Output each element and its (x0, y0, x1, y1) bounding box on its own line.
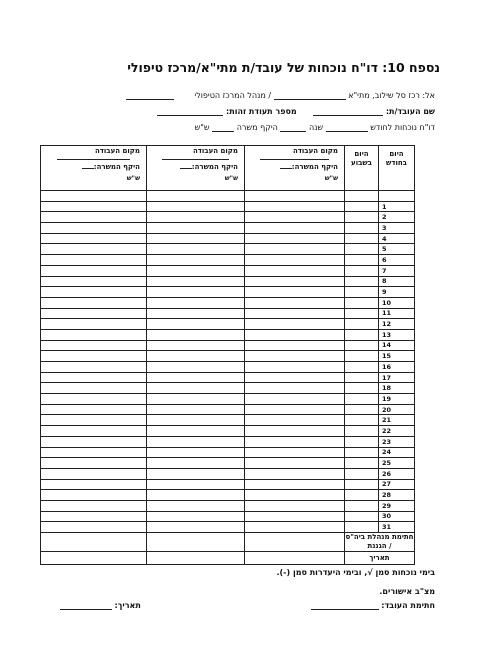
table-row (41, 415, 415, 426)
table-row (41, 223, 415, 234)
workplace-2-cell[interactable] (147, 287, 245, 298)
address-line (126, 90, 435, 100)
workplace-3-cell[interactable] (41, 244, 147, 255)
workplace-2-header (147, 146, 245, 191)
table-row (41, 372, 415, 383)
attendance-note: בימי נוכחות סמן √, ובימי היעדרות סמן (-). (276, 568, 435, 577)
scope-3-label: היקף המשרה: (93, 163, 140, 171)
table-row (41, 522, 415, 533)
workplace-2-cell[interactable] (147, 415, 245, 426)
day-of-week-cell[interactable] (345, 383, 379, 394)
to-label: אל: רכז סל שילוב, מתי"א (348, 91, 435, 100)
workplace-3-cell[interactable] (41, 201, 147, 212)
day-number: 12 (379, 319, 415, 330)
spacer-cell (245, 191, 345, 202)
day-number: 23 (379, 436, 415, 447)
table-row (41, 490, 415, 501)
workplace-3-cell[interactable] (41, 436, 147, 447)
day-rows (41, 201, 415, 532)
day-number: 21 (379, 415, 415, 426)
scope-2-unit: ש"ש (224, 174, 238, 182)
workplace-2-cell[interactable] (147, 319, 245, 330)
workplace-2-cell[interactable] (147, 340, 245, 351)
table-row (41, 511, 415, 522)
day-of-week-cell[interactable] (345, 522, 379, 533)
workplace-1-cell[interactable] (245, 415, 345, 426)
day-number: 30 (379, 511, 415, 522)
workplace-3-cell[interactable] (41, 522, 147, 533)
day-of-week-cell[interactable] (345, 319, 379, 330)
day-number: 18 (379, 383, 415, 394)
day-of-week-cell[interactable] (345, 223, 379, 234)
day-of-week-cell[interactable] (345, 479, 379, 490)
workplace-1-cell[interactable] (245, 468, 345, 479)
workplace-2-cell[interactable] (147, 244, 245, 255)
workplace-3-cell[interactable] (41, 233, 147, 244)
table-row (41, 479, 415, 490)
workplace-3-cell[interactable] (41, 426, 147, 437)
signature-cell-2[interactable] (147, 533, 245, 552)
day-number: 5 (379, 244, 415, 255)
workplace-2-cell[interactable] (147, 255, 245, 266)
day-number: 28 (379, 490, 415, 501)
scope-1-unit: ש"ש (324, 174, 338, 182)
day-of-week-cell[interactable] (345, 329, 379, 340)
table-row (41, 426, 415, 437)
workplace-1-cell[interactable] (245, 351, 345, 362)
attendance-table (40, 145, 415, 565)
day-of-week-cell[interactable] (345, 415, 379, 426)
workplace-2-cell[interactable] (147, 458, 245, 469)
workplace-3-cell[interactable] (41, 329, 147, 340)
date-cell-1[interactable] (245, 552, 345, 565)
workplace-1-cell[interactable] (245, 500, 345, 511)
day-number: 15 (379, 351, 415, 362)
day-of-week-cell[interactable] (345, 276, 379, 287)
worker-signature-label: חתימת העובד: (381, 601, 435, 610)
scope-2-label: היקף המשרה: (191, 163, 238, 171)
workplace-3-cell[interactable] (41, 404, 147, 415)
workplace-1-cell[interactable] (245, 372, 345, 383)
day-of-week-cell[interactable] (345, 511, 379, 522)
workplace-2-cell[interactable] (147, 297, 245, 308)
day-number: 27 (379, 479, 415, 490)
scope-label: היקף משרה (236, 123, 278, 132)
col-day-of-month-header: היום בחודש (379, 146, 415, 191)
workplace-3-cell[interactable] (41, 447, 147, 458)
worker-signature-blank[interactable] (311, 600, 379, 610)
workplace-1-cell[interactable] (245, 265, 345, 276)
day-number: 16 (379, 362, 415, 373)
workplace-2-cell[interactable] (147, 212, 245, 223)
day-of-week-cell[interactable] (345, 490, 379, 501)
footer-date-blank[interactable] (60, 600, 112, 610)
day-of-week-cell[interactable] (345, 287, 379, 298)
workplace-3-cell[interactable] (41, 340, 147, 351)
day-number: 7 (379, 265, 415, 276)
day-number: 31 (379, 522, 415, 533)
scope-3-unit: ש"ש (126, 174, 140, 182)
workplace-3-label: מקום העבודה (94, 147, 140, 155)
workplace-3-cell[interactable] (41, 265, 147, 276)
workplace-2-cell[interactable] (147, 426, 245, 437)
workplace-2-cell[interactable] (147, 329, 245, 340)
workplace-1-label: מקום העבודה (292, 147, 338, 155)
workplace-1-cell[interactable] (245, 201, 345, 212)
scope-2-blank[interactable] (180, 168, 192, 169)
table-row (41, 329, 415, 340)
table-row (41, 383, 415, 394)
table-row (41, 500, 415, 511)
workplace-3-header (41, 146, 147, 191)
workplace-1-cell[interactable] (245, 436, 345, 447)
day-number: 9 (379, 287, 415, 298)
worker-line (157, 106, 435, 116)
workplace-2-cell[interactable] (147, 383, 245, 394)
day-number: 13 (379, 329, 415, 340)
manager-blank[interactable] (126, 90, 174, 100)
workplace-3-cell[interactable] (41, 362, 147, 373)
workplace-1-cell[interactable] (245, 383, 345, 394)
year-label: שנה (308, 123, 324, 132)
day-number: 8 (379, 276, 415, 287)
date-cell-3[interactable] (41, 552, 147, 565)
table-date-label: תאריך (345, 552, 415, 565)
workplace-1-cell[interactable] (245, 308, 345, 319)
workplace-3-cell[interactable] (41, 287, 147, 298)
day-number: 11 (379, 308, 415, 319)
scope-blank[interactable] (212, 122, 234, 132)
workplace-2-cell[interactable] (147, 265, 245, 276)
workplace-1-cell[interactable] (245, 255, 345, 266)
workplace-2-cell[interactable] (147, 479, 245, 490)
day-number: 24 (379, 447, 415, 458)
workplace-1-cell[interactable] (245, 447, 345, 458)
day-number: 1 (379, 201, 415, 212)
workplace-3-cell[interactable] (41, 372, 147, 383)
day-of-week-cell[interactable] (345, 297, 379, 308)
workplace-2-cell[interactable] (147, 362, 245, 373)
workplace-1-cell[interactable] (245, 287, 345, 298)
report-line (195, 122, 435, 132)
day-number: 3 (379, 223, 415, 234)
workplace-3-cell[interactable] (41, 308, 147, 319)
workplace-3-cell[interactable] (41, 255, 147, 266)
workplace-3-cell[interactable] (41, 383, 147, 394)
workplace-3-cell[interactable] (41, 351, 147, 362)
day-of-week-cell[interactable] (345, 351, 379, 362)
attached-note: מצ"ב אישורים. (379, 587, 435, 596)
day-of-week-cell[interactable] (345, 458, 379, 469)
workplace-2-cell[interactable] (147, 490, 245, 501)
report-month-label: דו"ח נוכחות לחודש (370, 123, 435, 132)
workplace-1-cell[interactable] (245, 223, 345, 234)
workplace-1-cell[interactable] (245, 394, 345, 405)
year-blank[interactable] (280, 122, 306, 132)
day-number: 26 (379, 468, 415, 479)
day-number: 10 (379, 297, 415, 308)
workplace-3-cell[interactable] (41, 458, 147, 469)
workplace-1-cell[interactable] (245, 362, 345, 373)
day-of-week-cell[interactable] (345, 362, 379, 373)
workplace-1-header (245, 146, 345, 191)
table-row (41, 212, 415, 223)
day-of-week-cell[interactable] (345, 265, 379, 276)
workplace-2-cell[interactable] (147, 223, 245, 234)
day-number: 17 (379, 372, 415, 383)
workplace-2-cell[interactable] (147, 511, 245, 522)
day-of-week-cell[interactable] (345, 404, 379, 415)
day-of-week-cell[interactable] (345, 233, 379, 244)
table-row (41, 233, 415, 244)
day-number: 25 (379, 458, 415, 469)
day-of-week-cell[interactable] (345, 201, 379, 212)
table-row (41, 351, 415, 362)
table-row (41, 297, 415, 308)
month-blank[interactable] (326, 122, 368, 132)
spacer-cell (147, 191, 245, 202)
workplace-2-cell[interactable] (147, 468, 245, 479)
day-of-week-cell[interactable] (345, 394, 379, 405)
workplace-1-cell[interactable] (245, 297, 345, 308)
workplace-1-cell[interactable] (245, 404, 345, 415)
workplace-1-cell[interactable] (245, 329, 345, 340)
table-row (41, 287, 415, 298)
form-title: נספח 10: דו"ח נוכחות של עובד/ת מתי"א/מרכז טיפולי (127, 60, 440, 75)
signature-cell-3[interactable] (41, 533, 147, 552)
worker-name-blank[interactable] (313, 106, 383, 116)
principal-signature-label: חתימת מנהלת ביה"ס / הגננת (345, 533, 414, 550)
workplace-2-cell[interactable] (147, 522, 245, 533)
table-row (41, 458, 415, 469)
workplace-2-cell[interactable] (147, 308, 245, 319)
to-blank[interactable] (274, 90, 346, 100)
date-cell-2[interactable] (147, 552, 245, 565)
worker-signature-line (311, 600, 435, 610)
table-row (41, 340, 415, 351)
signature-cell-1[interactable] (245, 533, 345, 552)
workplace-1-cell[interactable] (245, 511, 345, 522)
workplace-3-cell[interactable] (41, 468, 147, 479)
workplace-3-cell[interactable] (41, 415, 147, 426)
scope-3-blank[interactable] (82, 168, 94, 169)
workplace-2-cell[interactable] (147, 394, 245, 405)
workplace-2-cell[interactable] (147, 500, 245, 511)
day-number: 14 (379, 340, 415, 351)
table-row (41, 468, 415, 479)
day-of-week-cell[interactable] (345, 447, 379, 458)
day-of-week-cell[interactable] (345, 468, 379, 479)
manager-label: / מנהל המרכז הטיפולי (194, 91, 272, 100)
spacer-cell (379, 191, 415, 202)
table-row (41, 244, 415, 255)
workplace-1-cell[interactable] (245, 212, 345, 223)
day-of-week-cell[interactable] (345, 426, 379, 437)
workplace-2-cell[interactable] (147, 351, 245, 362)
workplace-3-cell[interactable] (41, 500, 147, 511)
table-row (41, 319, 415, 330)
id-blank[interactable] (157, 106, 223, 116)
day-number: 19 (379, 394, 415, 405)
workplace-1-cell[interactable] (245, 319, 345, 330)
day-number: 6 (379, 255, 415, 266)
day-number: 4 (379, 233, 415, 244)
day-number: 22 (379, 426, 415, 437)
day-number: 20 (379, 404, 415, 415)
workplace-1-cell[interactable] (245, 244, 345, 255)
day-of-week-cell[interactable] (345, 255, 379, 266)
footer-date-line (60, 600, 141, 610)
workplace-3-cell[interactable] (41, 276, 147, 287)
day-of-week-cell[interactable] (345, 308, 379, 319)
table-row (41, 255, 415, 266)
table-row (41, 276, 415, 287)
table-row (41, 362, 415, 373)
day-number: 2 (379, 212, 415, 223)
day-of-week-cell[interactable] (345, 372, 379, 383)
spacer-cell (345, 191, 379, 202)
workplace-2-cell[interactable] (147, 404, 245, 415)
col-day-of-week-header: היום בשבוע (345, 146, 379, 191)
workplace-2-cell[interactable] (147, 436, 245, 447)
scope-unit: ש"ש (194, 123, 210, 132)
workplace-1-cell[interactable] (245, 233, 345, 244)
workplace-3-cell[interactable] (41, 319, 147, 330)
scope-1-blank[interactable] (280, 168, 292, 169)
workplace-2-label: מקום העבודה (192, 147, 238, 155)
workplace-2-cell[interactable] (147, 372, 245, 383)
workplace-3-cell[interactable] (41, 297, 147, 308)
workplace-3-cell[interactable] (41, 511, 147, 522)
workplace-3-cell[interactable] (41, 394, 147, 405)
table-row (41, 404, 415, 415)
workplace-1-cell[interactable] (245, 276, 345, 287)
table-row (41, 265, 415, 276)
day-of-week-cell[interactable] (345, 212, 379, 223)
workplace-1-cell[interactable] (245, 490, 345, 501)
workplace-3-cell[interactable] (41, 212, 147, 223)
workplace-2-cell[interactable] (147, 276, 245, 287)
workplace-3-cell[interactable] (41, 490, 147, 501)
workplace-3-cell[interactable] (41, 479, 147, 490)
workplace-1-cell[interactable] (245, 522, 345, 533)
table-row (41, 308, 415, 319)
table-row (41, 201, 415, 212)
workplace-1-cell[interactable] (245, 426, 345, 437)
day-of-week-cell[interactable] (345, 436, 379, 447)
id-label: מספר תעודת זהות: (226, 107, 297, 116)
table-row (41, 436, 415, 447)
worker-name-label: שם העובד/ת: (385, 107, 435, 116)
scope-1-label: היקף המשרה: (291, 163, 338, 171)
workplace-1-cell[interactable] (245, 479, 345, 490)
day-of-week-cell[interactable] (345, 244, 379, 255)
day-of-week-cell[interactable] (345, 340, 379, 351)
day-of-week-cell[interactable] (345, 500, 379, 511)
workplace-2-cell[interactable] (147, 233, 245, 244)
day-number: 29 (379, 500, 415, 511)
workplace-2-cell[interactable] (147, 201, 245, 212)
workplace-1-cell[interactable] (245, 458, 345, 469)
table-row (41, 447, 415, 458)
table-row (41, 394, 415, 405)
workplace-2-cell[interactable] (147, 447, 245, 458)
footer-date-label: תאריך: (114, 601, 141, 610)
workplace-3-cell[interactable] (41, 223, 147, 234)
spacer-cell (41, 191, 147, 202)
workplace-1-cell[interactable] (245, 340, 345, 351)
